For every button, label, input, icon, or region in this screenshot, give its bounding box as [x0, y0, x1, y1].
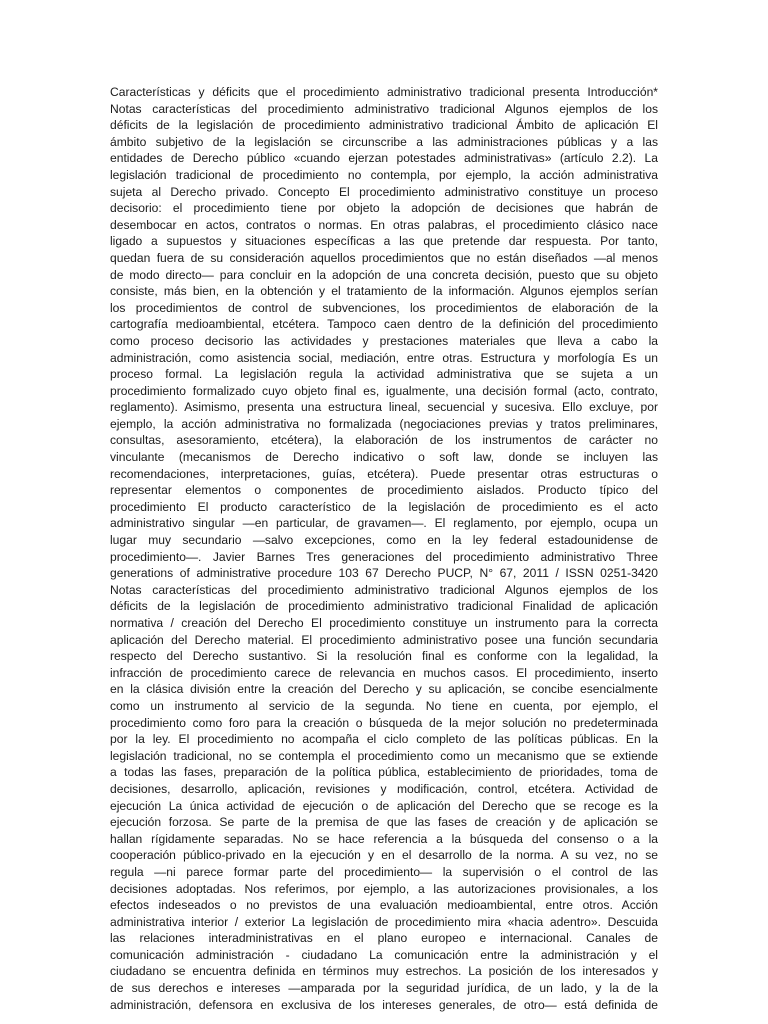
text-line: Notas características del procedimiento administrativo tradicional Algunos ejemplos de los — [110, 101, 658, 116]
text-line: representar elementos o componentes de procedimiento aislados. Producto típico del — [110, 483, 658, 498]
body-text — [110, 84, 658, 1013]
text-line: decisiones, desarrollo, aplicación, revisiones y modificación, control, etcétera. Actividad de — [110, 781, 658, 796]
text-line: respecto del Derecho sustantivo. Si la resolución final es conforme con la legalidad, la — [110, 649, 658, 664]
text-line: vinculante (mecanismos de Derecho indicativo o soft law, donde se incluyen las — [110, 450, 658, 465]
text-line: aplicación del Derecho material. El procedimiento administrativo posee una función secundaria — [110, 632, 658, 647]
text-line: infracción de procedimiento carece de relevancia en muchos casos. El procedimiento, inserto — [110, 665, 658, 680]
text-line: ligado a supuestos y situaciones específicas a las que pretende dar respuesta. Por tanto, — [110, 234, 658, 249]
text-line: administración, defensora en exclusiva de los intereses generales, de otro— está definida de — [110, 997, 658, 1012]
text-line: por la ley. El procedimiento no acompaña el ciclo completo de las políticas públicas. En la — [110, 732, 658, 747]
text-line: quedan fuera de su consideración aquellos procedimientos que no están diseñados —al menos — [110, 250, 658, 265]
text-line: lugar muy secundario —salvo excepciones, como en la ley federal estadounidense de — [110, 533, 658, 548]
text-line: decisiones adoptadas. Nos referimos, por ejemplo, a las autorizaciones provisionales, a los — [110, 881, 658, 896]
text-line: legislación tradicional de procedimiento no contempla, por ejemplo, la acción administrativa — [110, 167, 658, 182]
text-line: como un instrumento al servicio de la segunda. No tiene en cuenta, por ejemplo, el — [110, 698, 658, 713]
text-line: normativa / creación del Derecho El procedimiento constituye un instrumento para la correcta — [110, 616, 658, 630]
text-line: en la clásica división entre la creación del Derecho y su aplicación, se concibe esencialmente — [110, 682, 658, 697]
text-line: déficits de la legislación de procedimiento administrativo tradicional Ámbito de aplicación El — [110, 118, 658, 133]
text-line: recomendaciones, interpretaciones, guías, etcétera). Puede presentar otras estructuras o — [110, 466, 658, 481]
text-line: a todas las fases, preparación de la política pública, establecimiento de prioridades, toma de — [110, 765, 658, 780]
text-line: procedimiento como foro para la creación o búsqueda de la mejor solución no predeterminada — [110, 715, 658, 730]
text-line: de sus derechos e intereses —amparada por la seguridad jurídica, de un lado, y la de la — [110, 981, 658, 996]
text-line: legislación tradicional, no se contempla el procedimiento como un mecanismo que se extiende — [110, 748, 658, 763]
text-line: consultas, asesoramiento, etcétera), la elaboración de los instrumentos de carácter no — [110, 433, 658, 448]
text-line: decisorio: el procedimiento tiene por objeto la adopción de decisiones que habrán de — [110, 201, 658, 216]
text-line: cooperación público-privado en la ejecución y en el desarrollo de la norma. A su vez, no se — [110, 848, 658, 863]
text-line: ejecución forzosa. Se parte de la premisa de que las fases de creación y de aplicación se — [110, 815, 658, 830]
text-line: las relaciones interadministrativas en el plano europeo e internacional. Canales de — [110, 931, 658, 946]
text-line: ejecución La única actividad de ejecución o de aplicación del Derecho que se recoge es la — [110, 798, 658, 813]
text-line: ejemplo, la acción administrativa no formalizada (negociaciones previas y tratos preliminares, — [110, 416, 658, 431]
text-line: entidades de Derecho público «cuando ejerzan potestades administrativas» (artículo 2.2). La — [110, 151, 658, 166]
text-line: regula —ni parece formar parte del procedimiento— la supervisión o el control de las — [110, 864, 658, 879]
text-line: efectos indeseados o no previstos de una evaluación medioambiental, entre otros. Acción — [110, 898, 658, 913]
text-line: administrativo singular —en particular, de gravamen—. El reglamento, por ejemplo, ocupa un — [110, 516, 658, 531]
text-line: procedimiento—. Javier Barnes Tres generaciones del procedimiento administrativo Three — [110, 549, 658, 564]
text-line: administración, como asistencia social, mediación, entre otras. Estructura y morfología Es un — [110, 350, 658, 365]
text-line: Características y déficits que el procedimiento administrativo tradicional presenta Introducción* — [110, 85, 658, 99]
text-line: cartografía medioambiental, etcétera. Tampoco caen dentro de la definición del procedimiento — [110, 317, 658, 332]
text-line: comunicación administración - ciudadano La comunicación entre la administración y el — [110, 947, 658, 962]
text-line: como proceso decisorio las actividades y prestaciones materiales que lleva a cabo la — [110, 333, 658, 348]
text-line: ámbito subjetivo de la legislación se circunscribe a las administraciones públicas y a las — [110, 134, 658, 149]
text-line: sujeta al Derecho privado. Concepto El procedimiento administrativo constituye un proceso — [110, 184, 658, 199]
text-line: los procedimientos de control de subvenciones, los procedimientos de elaboración de la — [110, 300, 658, 315]
text-line: reglamento). Asimismo, presenta una estructura lineal, secuencial y sucesiva. Ello excluye, por — [110, 400, 658, 415]
text-line: hallan rígidamente separadas. No se hace referencia a la búsqueda del consenso o a la — [110, 831, 658, 846]
text-line: desembocar en actos, contratos o normas. En otras palabras, el procedimiento clásico nace — [110, 217, 658, 232]
text-line: procedimiento El producto característico de la legislación de procedimiento es el acto — [110, 499, 658, 514]
text-line: ciudadano se encuentra definida en términos muy estrechos. La posición de los interesados y — [110, 964, 658, 979]
text-line: Notas características del procedimiento administrativo tradicional Algunos ejemplos de los — [110, 582, 658, 597]
text-line: déficits de la legislación de procedimiento administrativo tradicional Finalidad de aplicación — [110, 599, 658, 614]
text-line: proceso formal. La legislación regula la actividad administrativa que se sujeta a un — [110, 367, 658, 382]
text-line: administrativa interior / exterior La legislación de procedimiento mira «hacia adentro». Descuida — [110, 914, 658, 929]
text-line: generations of administrative procedure 103 67 Derecho PUCP, N° 67, 2011 / ISSN 0251-3420 — [110, 566, 658, 581]
text-line: procedimiento formalizado cuyo objeto final es, igualmente, una decisión formal (acto, contrato, — [110, 383, 658, 398]
text-line: de modo directo— para concluir en la adopción de una concreta decisión, puesto que su objeto — [110, 267, 658, 282]
text-line: consiste, más bien, en la obtención y el tratamiento de la información. Algunos ejemplos serían — [110, 284, 658, 299]
